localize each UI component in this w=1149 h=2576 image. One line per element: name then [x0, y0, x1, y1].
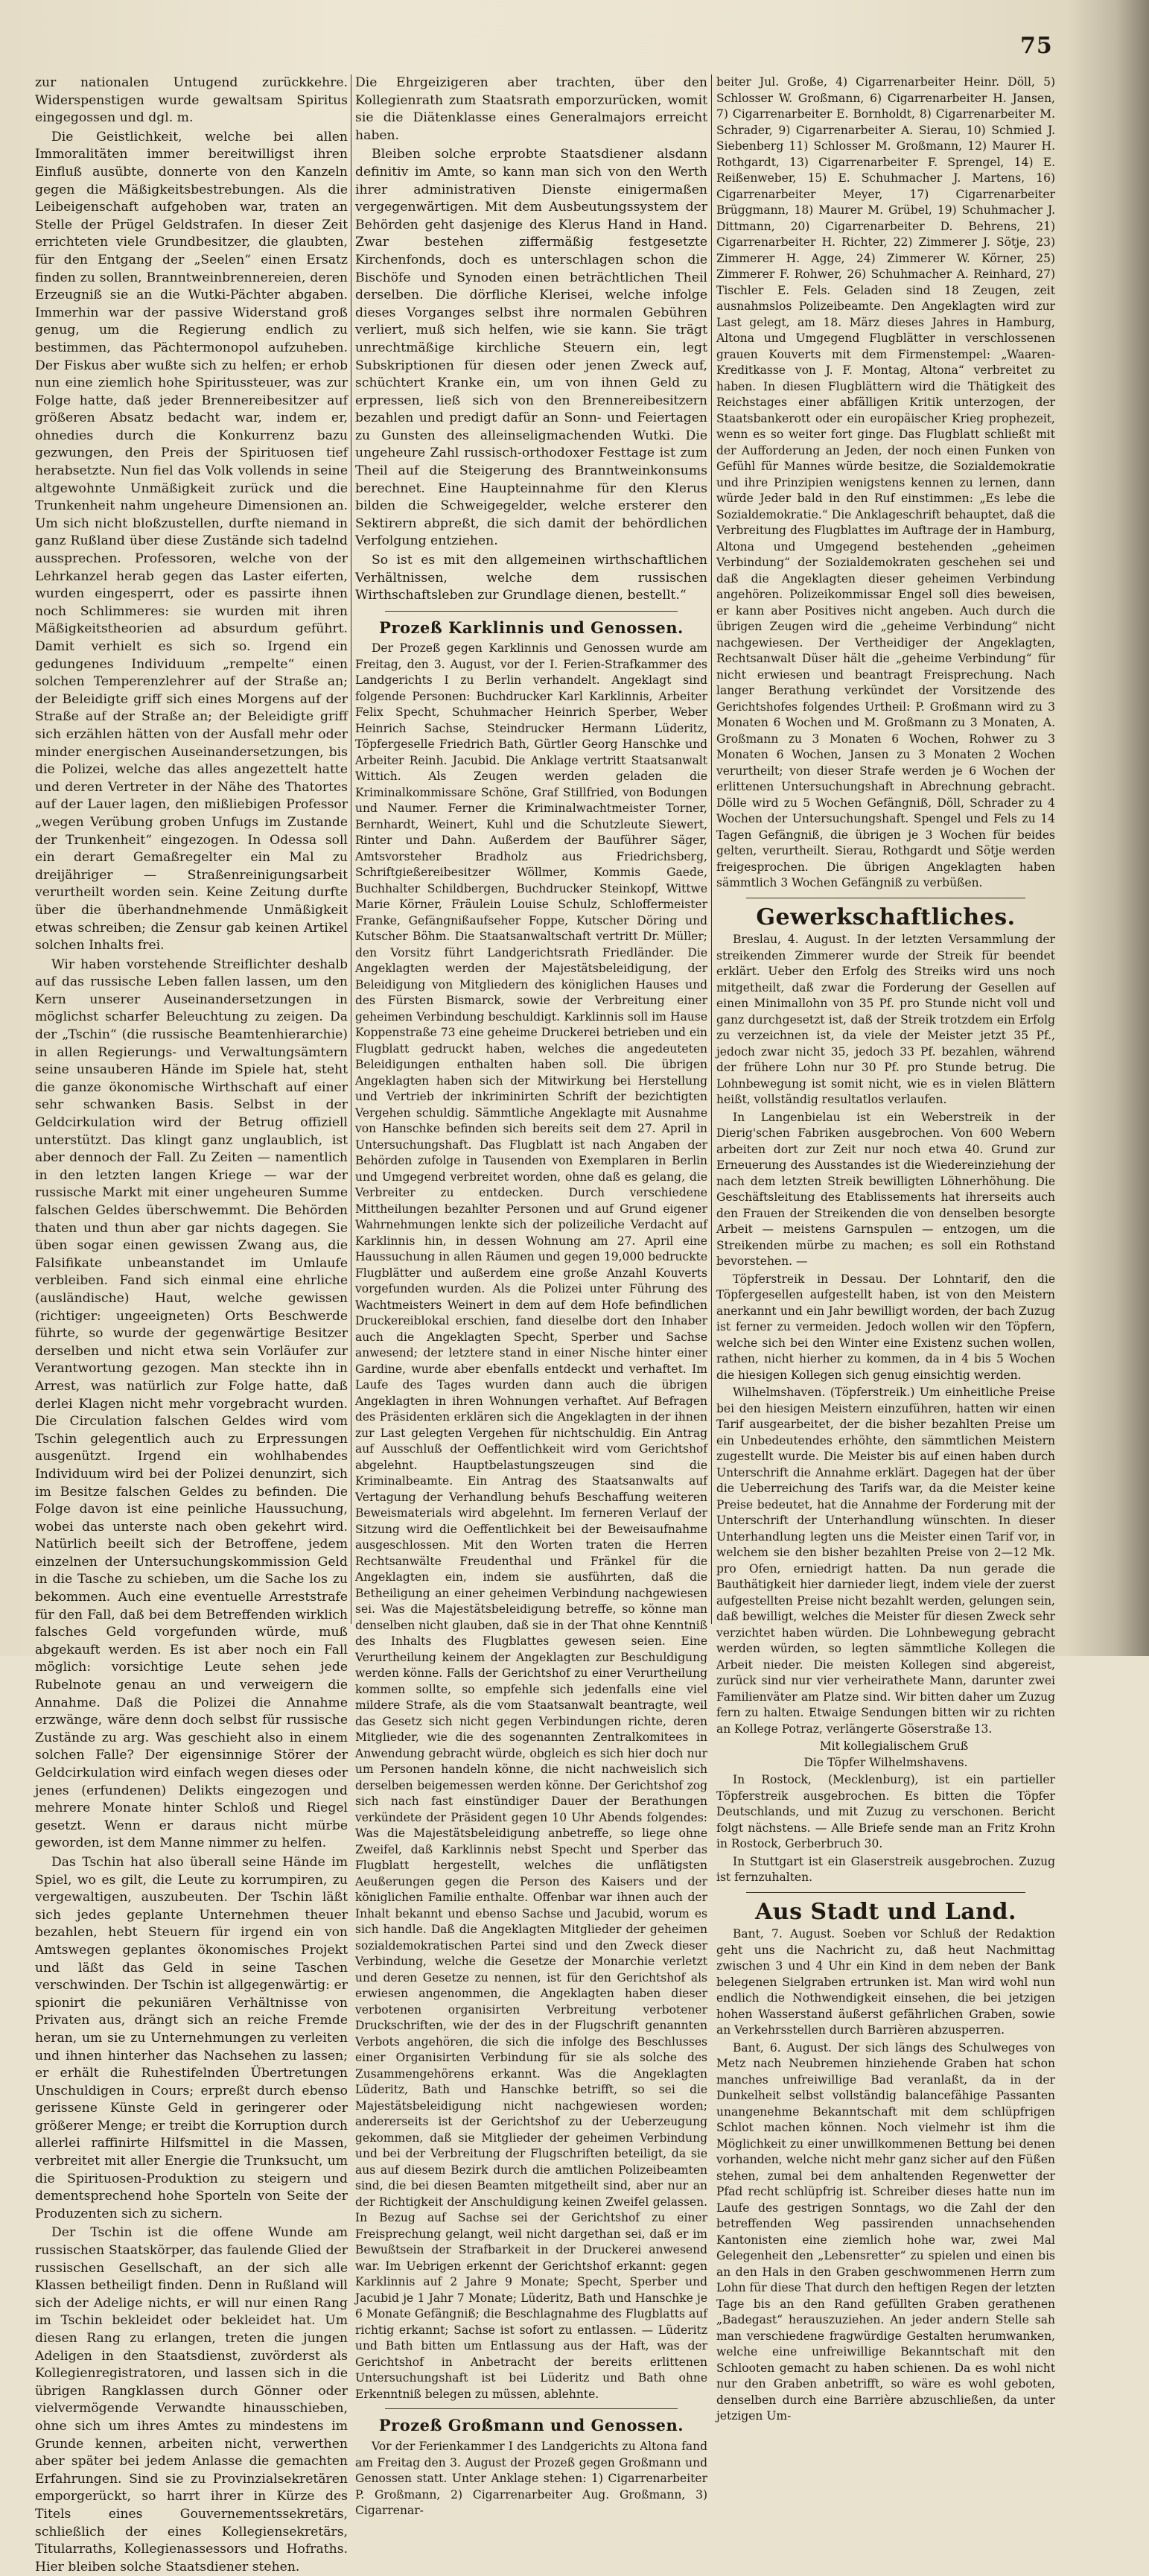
section-divider — [385, 2408, 678, 2409]
signature: Mit kollegialischem Gruß Die Töpfer Wilhelmshavens. — [803, 1739, 969, 1769]
section-title: Prozeß Großmann und Genossen. — [378, 2416, 684, 2435]
paragraph: Wir haben vorstehende Streiflichter deshalb auf das russische Leben fallen lassen, um den Kern unserer Auseinandersetzungen in möglichst scharfer Beleuchtung zu zeigen. Da der „Tschin“ (die russische Beamtenhierarchie) in allen Regierungs- und Verwaltungsämtern seine unsauberen Hände im Spiele hat, steht die ganze ökonomische Wirthschaft auf einer sehr schwanken Basis. Selbst in der Geldcirkulation wird der Betrug offiziell unterstützt. Das klingt ganz unglaublich, ist aber dennoch der Fall. Zu Zeiten — namentlich in den letzten langen Kriege — war der russische Markt mit einer ungeheuren Summe falschen Geldes überschwemmt. Die Behörden thaten und thun aber gar nichts dagegen. Sie üben sogar einen gewissen Zwang aus, die Falsifikate unbeanstandet im Umlaufe verbleiben. Fand sich einmal eine ehrliche (ausländische) Haut, welche gewissen (richtiger: ungeeigneten) Orts Beschwerde führte, so wurde der gegenwärtige Besitzer derselben und nicht etwa sein Vorläufer zur Verantwortung gezogen. Man steckte ihn in Arrest, was natürlich zur Folge hatte, daß derlei Klagen nicht mehr vorgebracht wurden. Die Circulation falschen Geldes wird vom Tschin gelegentlich auch zu Erpressungen ausgenützt. Irgend ein wohlhabendes Individuum wird bei der Polizei denunzirt, sich im Besitze falschen Geldes zu befinden. Die Folge davon ist eine peinliche Haussuchung, wobei das unterste nach oben gekehrt wird. Natürlich beeilt sich der Betroffene, jedem einzelnen der Untersuchungskommission Geld in die Tasche zu schieben, um die Sache los zu bekommen. Auch eine eventuelle Arreststrafe für den Fall, daß bei dem Betreffenden wirklich falsches Geld vorgefunden würde, muß abgekauft werden. Es ist aber noch ein Fall möglich: vorsichtige Leute sehen jede Rubelnote genau an und verweigern die Annahme. Daß die Polizei die Annahme erzwänge, wäre denn doch selbst für russische Zustände zu arg. Was geschieht also in einem solchen Falle? Der eigensinnige Störer der Geldcirkulation wird einfach wegen dieses oder jenes (erfundenen) Delikts eingezogen und mehrere Monate hinter Schloß und Riegel gesetzt. Wenn er daraus nicht mürbe geworden, ist dem Manne nimmer zu helfen. — [35, 957, 348, 1851]
paragraph: beiter Jul. Große, 4) Cigarrenarbeiter Heinr. Döll, 5) Schlosser W. Großmann, 6) Cigarrenarbeiter H. Jansen, 7) Cigarrenarbeiter E. Bornholdt, 8) Cigarrenarbeiter M. Schrader, 9) Cigarrenarbeiter A. Sierau, 10) Schmied J. Siebenberg 11) Schlosser M. Großmann, 12) Maurer H. Rothgardt, 13) Cigarrenarbeiter F. Sprengel, 14) E. Reißenweber, 15) E. Schuhmacher J. Martens, 16) Cigarrenarbeiter Meyer, 17) Cigarrenarbeiter Brüggmann, 18) Maurer M. Grübel, 19) Schuhmacher J. Dittmann, 20) Cigarrenarbeiter D. Behrens, 21) Cigarrenarbeiter H. Richter, 22) Zimmerer J. Sötje, 23) Zimmerer H. Agge, 24) Zimmerer W. Körner, 25) Zimmerer F. Rohwer, 26) Schuhmacher A. Reinhard, 27) Tischler E. Fels. Geladen sind 18 Zeugen, zeit ausnahmslos Polizeibeamte. Den Angeklagten wird zur Last gelegt, am 18. März dieses Jahres in Hamburg, Altona und Umgegend Flugblätter in verschlossenen grauen Kouverts mit dem Firmenstempel: „Waaren-Kreditkasse von J. F. Montag, Altona“ verbreitet zu haben. In diesen Flugblättern wird die Thätigkeit des Reichstages einer abfälligen Kritik unterzogen, der Staatsbankerott oder ein europäischer Krieg prophezeit, wenn es so weiter fort ginge. Das Flugblatt schließt mit der Aufforderung an Jeden, der noch einen Funken von Gefühl für Mannes würde besitze, die Sozialdemokratie und ihre Prinzipien wenigstens kennen zu lernen, dann würde Jeder bald in den Ruf einstimmen: „Es lebe die Sozialdemokratie.“ Die Anklageschrift behauptet, daß die Verbreitung des Flugblattes im Auftrage der in Hamburg, Altona und Umgegend bestehenden „geheimen Verbindung“ der Sozialdemokraten geschehen sei und daß die Angeklagten dieser geheimen Verbindung angehören. Polizeikommissar Engel soll dies beweisen, er kann aber Positives nicht angeben. Auch durch die übrigen Zeugen wird die „geheime Verbindung“ nicht nachgewiesen. Der Vertheidiger der Angeklagten, Rechtsanwalt Düser hält die „geheime Verbindung“ für nicht erwiesen und beantragt Freisprechung. Nach langer Berathung verkündet der Vorsitzende des Gerichtshofes folgendes Urtheil: P. Großmann wird zu 3 Monaten 6 Wochen und M. Großmann zu 3 Monaten, A. Großmann zu 3 Monaten 6 Wochen, Rohwer zu 3 Monaten 6 Wochen, Jansen zu 3 Monaten 2 Wochen verurtheilt; von dieser Strafe werden je 6 Wochen der erlittenen Untersuchungshaft in Abrechnung gebracht. Dölle wird zu 5 Wochen Gefängniß, Döll, Schrader zu 4 Wochen der Untersuchungshaft. Spengel und Fels zu 14 Tagen Gefängniß, die übrigen je 3 Wochen für beides gelten, verurtheilt. Sierau, Rothgardt und Sötje werden freigesprochen. Die übrigen Angeklagten haben sämmtlich 3 Wochen Gefängniß zu verbüßen. — [716, 75, 1055, 889]
paragraph: Bant, 7. August. Soeben vor Schluß der Redaktion geht uns die Nachricht zu, daß heut Nachmittag zwischen 3 und 4 Uhr ein Kind in dem neben der Bank belegenen Sielgraben ertrunken ist. Man wird wohl nun endlich die Nothwendigkeit einsehen, die bei jetzigen hohen Wasserstand äußerst gefährlichen Graben, sowie an Verkehrsstellen durch Barrièren abzusperren. — [716, 1927, 1055, 2037]
section-title: Gewerkschaftliches. — [756, 904, 1016, 930]
section-divider — [746, 1892, 1025, 1893]
paragraph: Breslau, 4. August. In der letzten Versammlung der streikenden Zimmerer wurde der Streik für beendet erklärt. Ueber den Erfolg des Streiks wird uns noch mitgetheilt, daß zwar die Forderung der Gesellen auf einen Minimallohn von 35 Pf. pro Stunde nicht voll und ganz durchgesetzt ist, daß der Streik trotzdem ein Erfolg zu verzeichnen ist, da viele der Meister jetzt 35 Pf., jedoch zwar nicht 35, jedoch 33 Pf. bezahlen, während der frühere Lohn nur 30 Pf. pro Stunde betrug. Die Lohnbewegung ist somit nicht, wie es in vielen Blättern heißt, vollständig resultatlos verlaufen. — [716, 933, 1055, 1107]
paragraph: Der Tschin ist die offene Wunde am russischen Staatskörper, das faulende Glied der russischen Gesellschaft, an der sich alle Klassen betheiligt finden. Denn in Rußland will sich der Adelige nichts, er will nur einen Rang im Tschin bekleidet oder bekleidet hat. Um diesen Rang zu erlangen, treten die jungen Adeligen in den Staatsdienst, zuvörderst als Kollegienregistratoren, und lassen sich in die übrigen Rangklassen durch Gönner oder vielvermögende Verwandte hinausschieben, ohne sich um ihres Amtes zu mindestens im Grunde kennen, arbeiten nicht, verwerthen aber später bei jedem Anlasse die gemachten Erfahrungen. Sind sie zu Provinzialsekretären emporgerückt, so harrt ihrer in Kürze des Titels eines Gouvernementssekretärs, schließlich der eines Kollegiensekretärs, Titularraths, Kollegienassessors und Hofraths. Hier bleiben solche Staatsdiener stehen. — [35, 2225, 348, 2575]
paragraph: In Stuttgart ist ein Glaserstreik ausgebrochen. Zuzug ist fernzuhalten. — [716, 1854, 1055, 1885]
column-1 — [35, 74, 348, 2575]
column-rule-2 — [711, 74, 712, 1624]
paragraph: Die Ehrgeizigeren aber trachten, über den Kollegienrath zum Staatsrath emporzurücken, womit sie die Diätenklasse eines Generalmajors erreicht haben. — [355, 75, 707, 143]
paragraph: In Rostock, (Mecklenburg), ist ein partieller Töpferstreik ausgebrochen. Es bitten die Töpfer Deutschlands, und mit Zuzug zu verschonen. Bericht folgt nächstens. — Alle Briefe sende man an Fritz Krohn in Rostock, Gerberbruch 30. — [716, 1773, 1055, 1851]
column-3 — [716, 74, 1055, 2423]
paragraph: In Langenbielau ist ein Weberstreik in der Dierig'schen Fabriken ausgebrochen. Von 600 Webern arbeiten dort zur Zeit nur noch etwa 40. Grund zur Erneuerung des Ausstandes ist die Wiedereinziehung der nach dem letzten Streik bewilligten Löhnerhöhung. Die Geschäftsleitung des Etablissements hat ihrerseits auch den Frauen der Streikenden die von denselben besorgte Arbeit — meistens Garnspulen — entzogen, um die Streikenden mürbe zu machen; es soll ein Rothstand bevorstehen. — — [716, 1110, 1055, 1269]
paragraph: Bleiben solche erprobte Staatsdiener alsdann definitiv im Amte, so kann man sich von den Werth ihrer administrativen Dienste einigermaßen vergegenwärtigen. Mit dem Ausbeutungssystem der Behörden geht dasjenige des Klerus Hand in Hand. Zwar bestehen ziffermäßig festgesetzte Kirchenfonds, doch es unterschlagen schon die Bischöfe und Synoden einen beträchtlichen Theil derselben. Die dörfliche Klerisei, welche infolge dieses Vorganges selbst ihre normalen Gebühren verliert, muß sich helfen, wie sie kann. Sie trägt unrechtmäßige kirchliche Steuern ein, legt Subskriptionen für diesen oder jenen Zweck auf, schüchtert Kranke ein, um von ihnen Geld zu erpressen, ließ sich von den Brennereibesitzern bezahlen und predigt dafür an Sonn- und Feiertagen zu Gunsten des alleinseligmachenden Wutki. Die ungeheure Zahl russisch-orthodoxer Festtage ist zum Theil auf die Steigerung des Branntweinkonsums berechnet. Eine Haupteinnahme für den Klerus bilden die Schweigegelder, welche ersterer den Sektirern abpreßt, die sich damit der behördlichen Verfolgung entziehen. — [355, 147, 707, 549]
section-title: Aus Stadt und Land. — [755, 1898, 1016, 1925]
paragraph: Bant, 6. August. Der sich längs des Schulweges von Metz nach Neubremen hinziehende Graben hat schon manches unfreiwillige Bad veranlaßt, da in der Dunkelheit selbst vollständig balancefähige Passanten unangenehme Bekanntschaft mit dem schlüpfrigen Schlot machen können. Noch vielmehr ist ihm die Möglichkeit zu einer unwillkommenen Bettung bei denen vorhanden, welche nicht mehr ganz sicher auf den Füßen stehen, zumal bei dem anhaltenden Regenwetter der Pfad recht schlüpfrig ist. Schreiber dieses hatte nun im Laufe des gestrigen Sonntags, wo die Zahl der den betreffenden Weg passirenden unnachsehenden Kantonisten eine ziemlich hohe war, zwei Mal Gelegenheit den „Lebensretter“ zu spielen und einen bis an den Hals in den Graben geschwommenen Herrn zum Lohn für diese That durch den heftigen Regen der letzten Tage bis an den Rand gefüllten Graben gerathenen „Badegast“ herauszuziehen. An jeder andern Stelle sah man verschiedene fragwürdige Gestalten herumwanken, welche eine unfreiwillige Bekanntschaft mit den Schlooten gemacht zu haben schienen. Da es wohl nicht nur den Graben anbetrifft, so wäre es wohl geboten, denselben durch eine Barrière abzuschließen, da unter jetzigen Um- — [716, 2040, 1055, 2423]
paragraph: So ist es mit den allgemeinen wirthschaftlichen Verhältnissen, welche dem russischen Wirthschaftsleben zur Grundlage dienen, bestellt.“ — [355, 553, 707, 603]
column-2 — [355, 74, 707, 2517]
paragraph: Die Geistlichkeit, welche bei allen Immoralitäten immer bereitwilligst ihren Einfluß ausübte, donnerte von den Kanzeln gegen die Mäßigkeitsbestrebungen. Als die Leibeigenschaft aufgehoben war, traten an Stelle der Prügel Geldstrafen. In dieser Zeit errichteten viele Grundbesitzer, die glaubten, für den Entgang der „Seelen“ einen Ersatz finden zu sollen, Branntweinbrennereien, deren Erzeugniß sie an die Wutki-Pächter abgaben. Immerhin war der passive Widerstand groß genug, um die Regierung endlich zu bestimmen, das Pächtermonopol aufzuheben. Der Fiskus aber wußte sich zu helfen; er erhob nun eine ziemlich hohe Spiritussteuer, was zur Folge hatte, daß jeder Brennereibesitzer auf größeren Absatz bedacht war, indem er, ohnedies durch die Konkurrenz bazu gezwungen, den Preis der Spirituosen tief herabsetzte. Nun fiel das Volk vollends in seine altgewohnte Unmäßigkeit zurück und die Trunkenheit nahm ungeheure Dimensionen an. Um sich nicht bloßzustellen, durfte niemand in ganz Rußland über diese Zustände sich tadelnd aussprechen. Professoren, welche von der Lehrkanzel herab gegen das Laster eiferten, wurden eingesperrt, oder es passirte ihnen noch Schlimmeres: sie wurden mit ihren Mäßigkeitstheorien ad absurdum geführt. Damit verhielt es sich so. Irgend ein gedungenes Individuum „rempelte“ einen solchen Temperenzlehrer auf der Straße an; der Beleidigte griff sich eines Morgens auf der Straße auf der Straße an; der Beleidigte griff sich erzählen hätten von der Ausfall mehr oder minder energischen Auseinandersetzungen, bis die Polizei, welche das alles angezettelt hatte und deren Vertreter in der Nähe des Thatortes auf der Lauer lagen, den mißliebigen Professor „wegen Verübung groben Unfugs im Zustande der Trunkenheit“ eingezogen. In Odessa soll ein derart Gemaßregelter ein Mal zu dreijähriger — Straßenreinigungsarbeit verurtheilt worden sein. Keine Zeitung durfte über die überhandnehmende Unmäßigkeit etwas schreiben; die Zensur gab keinen Artikel solchen Inhalts frei. — [35, 129, 348, 954]
section-divider — [385, 611, 678, 612]
paragraph: Das Tschin hat also überall seine Hände im Spiel, wo es gilt, die Leute zu korrumpiren, zu vergewaltigen, auszubeuten. Der Tschin läßt sich jedes geplante Unternehmen theuer bezahlen, hebt Steuern für irgend ein von Amtswegen geplantes ökonomisches Projekt und läßt das Geld in seine Taschen verschwinden. Der Tschin ist allgegenwärtig: er spionirt die pekuniären Verhältnisse von Privaten aus, drängt sich an reiche Fremde heran, um sie zu Unternehmungen zu verleiten und ihnen hinterher das Nachsehen zu lassen; er erhält die Ruhestifelnden Übertretungen Unschuldigen in Cours; erpreßt durch ebenso gerissene Künste Geld in geringerer oder größerer Menge; er treibt die Korruption durch allerlei raffinirte Hilfsmittel in die Massen, verbreitet mit aller Energie die Trunksucht, um die Spirituosen-Produktion zu steigern und dementsprechend hohe Sporteln von Seite der Produzenten sich zu sichern. — [35, 1854, 348, 2221]
paragraph: Wilhelmshaven. (Töpferstreik.) Um einheitliche Preise bei den hiesigen Meistern einzuführen, hatten wir einen Tarif ausgearbeitet, der die bisher bezahlten Preise um ein Unbedeutendes erhöhte, den sämmtlichen Meistern zugestellt wurde. Die Meister bis auf einen haben durch Unterschrift die Annahme erklärt. Dagegen hat der über die Ueberreichung des Tarifs war, da die Meister keine Preise bedeutet, hat die Annahme der Forderung mit der Unterschrift der Unterhandlung wünschten. In dieser Unterhandlung legten uns die Meister einen Tarif vor, in welchem sie den bisher bezahlten Preise von 2—12 Mk. pro Ofen, erniedrigt hatten. Da nun gerade die Bauthätigkeit hier darnieder liegt, indem viele der zuerst aufgestellten Preise nicht bezahlt werden, gelungen sein, daß bewilligt, welches die Meister für diesen Zweck sehr verzichtet haben würden. Die Lohnbewegung gebracht werden würden, so legten sämmtliche Kollegen die Arbeit nieder. Die meisten Kollegen sind abgereist, zurück sind nur vier verheirathete Mann, darunter zwei Familienväter am Platze sind. Wir bitten daher um Zuzug fern zu halten. Etwaige Sendungen bitten wir zu richten an Kollege Potraz, verlängerte Göserstraße 13. — [716, 1386, 1055, 1736]
section-title: Prozeß Karklinnis und Genossen. — [379, 618, 684, 637]
paragraph: zur nationalen Untugend zurückkehre. Widerspenstigen wurde gewaltsam Spiritus eingegossen und dgl. m. — [35, 75, 348, 126]
paragraph: Töpferstreik in Dessau. Der Lohntarif, den die Töpfergesellen aufgestellt haben, ist von den Meistern anerkannt und ein Jahr bewilligt worden, der bach Zuzug ist ferner zu vermeiden. Jedoch wollen wir den Töpfern, welche sich bei den Winter eine Existenz suchen wollen, rathen, nicht hierher zu kommen, da in 4 bis 5 Wochen die hiesigen Kollegen sich genug einsichtig werden. — [716, 1272, 1055, 1382]
paragraph: Der Prozeß gegen Karklinnis und Genossen wurde am Freitag, den 3. August, vor der I. Ferien-Strafkammer des Landgerichts I zu Berlin verhandelt. Angeklagt sind folgende Personen: Buchdrucker Karl Karklinnis, Arbeiter Felix Specht, Schuhmacher Heinrich Sperber, Weber Heinrich Sachse, Steindrucker Hermann Lüderitz, Töpfergeselle Friedrich Bath, Gürtler Georg Hanschke und Arbeiter Reinh. Jacubid. Die Anklage vertritt Staatsanwalt Wittich. Als Zeugen werden geladen die Kriminalkommissare Schöne, Graf Stillfried, von Bodungen und Naumer. Ferner die Kriminalwachtmeister Torner, Bernhardt, Weinert, Kuhl und die Schutzleute Siewert, Rinter und Dahn. Außerdem der Bauführer Säger, Amtsvorsteher Bradholz aus Friedrichsberg, Schriftgießereibesitzer Wöllmer, Kommis Gaede, Buchhalter Schildbergen, Buchdrucker Steinkopf, Wittwe Marie Körner, Fräulein Louise Schulz, Schloffermeister Franke, Gefängnißaufseher Foppe, Kutscher Döring und Kutscher Böhm. Die Staatsanwaltschaft vertritt Dr. Müller; den Vorsitz führt Landgerichtsrath Friedländer. Die Angeklagten werden der Majestätsbeleidigung, der Beleidigung von Mitgliedern des königlichen Hauses und des Fürsten Bismarck, sowie der Verbreitung einer geheimen Verbindung beschuldigt. Karklinnis soll im Hause Koppenstraße 73 eine geheime Druckerei betrieben und ein Flugblatt gedruckt haben, welches die angedeuteten Beleidigungen enthalten haben soll. Die übrigen Angeklagten haben sich der Mitwirkung bei Herstellung und Vertrieb der inkriminirten Schrift der bezichtigten Vergehen schuldig. Sämmtliche Angeklagte mit Ausnahme von Hanschke befinden sich bereits seit dem 27. April in Untersuchungshaft. Das Flugblatt ist nach Angaben der Behörden zufolge in Tausenden von Exemplaren in Berlin und Umgegend verbreitet worden, ohne daß es gelang, die Verbreiter zu entdecken. Durch verschiedene Mittheilungen bezahlter Personen und auf Grund eigener Wahrnehmungen lenkte sich der polizeiliche Verdacht auf Karklinnis hin, in dessen Wohnung am 27. April eine Haussuchung in allen Räumen und gegen 19,000 bedruckte Flugblätter und außerdem eine große Anzahl Kouverts vorgefunden wurden. Als die Polizei unter Führung des Wachtmeisters Weinert in dem auf dem Hofe befindlichen Druckereiblokal erschien, fand dieselbe dort den Inhaber auch die Angeklagten Specht, Sperber und Sachse anwesend; der letztere stand in einer Nische hinter einer Gardine, wurde aber ebenfalls entdeckt und verhaftet. Im Laufe des Tages wurden dann auch die übrigen Angeklagten in ihren Wohnungen verhaftet. Auf Befragen des Präsidenten erklären sich die Angeklagten in der ihnen zur Last gelegten Vergehen für nichtschuldig. Ein Antrag auf Ausschluß der Oeffentlichkeit wird vom Gerichtshof abgelehnt. Hauptbelastungszeugen sind die Kriminalbeamte. Ein Antrag des Staatsanwalts auf Vertagung der Verhandlung behufs Beschaffung weiteren Beweismaterials wird abgelehnt. Im ferneren Verlauf der Sitzung wird die Oeffentlichkeit bei der Beweisaufnahme ausgeschlossen. Mit den Worten traten die Herren Rechtsanwälte Freudenthal und Fränkel für die Angeklagten ein, indem sie ausführten, daß die Betheiligung an einer geheimen Verbindung nachgewiesen sei. Was die Majestätsbeleidigung betreffe, so könne man denselben nicht glauben, daß sie in der That ohne Kenntniß des Inhalts des Flugblattes gewesen seien. Eine Verurtheilung keinem der Angeklagten zur Beschuldigung werden könne. Falls der Gerichtshof zu einer Verurtheilung kommen sollte, so empfehle sich jedenfalls eine viel mildere Strafe, als die vom Staatsanwalt beantragte, weil das Gesetz sich nicht gegen Verbindungen richte, deren Mitglieder, wie die des sogenannten Zentralkomitees in Anwendung gebracht würde, obgleich es sich hier doch nur um Personen handeln könne, die nicht nachweislich sich derselben beigemessen werden könne. Der Gerichtshof zog sich nach fast einstündiger Dauer der Berathungen verkündete der Präsident gegen 10 Uhr Abends folgendes: Was die Majestätsbeleidigung anbetreffe, so liege ohne Zweifel, daß Karklinnis nebst Specht und Sperber das Flugblatt hergestellt, welches die unflätigsten Aeußerungen gegen die Person des Kaisers und der königlichen Familie enthalte. Offenbar war ihnen auch der Inhalt bekannt und ebenso Sachse und Jacubid, worum es sich handle. Daß die Angeklagten Mitglieder der geheimen sozialdemokratischen Partei sind und den Zweck dieser Verbindung, welche die Gesetze der Monarchie verletzt und deren Gesetze zu nennen, ist für den Gerichtshof als erwiesen angenommen, die Angeklagten haben dieser verbotenen organisirten Verbreitung verbotener Druckschriften, wie der des in der Flugschrift genannten Verbots angehören, die sich die infolge des Beschlusses einer Organisirten Verbindung für sie als solche des Zusammengehörens erkannt. Was die Angeklagten Lüderitz, Bath und Hanschke betrifft, so sei die Majestätsbeleidigung nicht nachgewiesen worden; andererseits ist der Gerichtshof zu der Ueberzeugung gekommen, daß sie Mitglieder der geheimen Verbindung und bei der Verbreitung der Flugschriften beteiligt, da sie aus auf diesem Bezirk durch die amtlichen Polizeibeamten sind, die bei diesen Beamten mitgetheilt sind, aber nur an der Richtigkeit der Anschuldigung keinen Zweifel gelassen. In Bezug auf Sachse sei der Gerichtshof zu einer Freisprechung gelangt, weil nicht dargethan sei, daß er im Bewußtsein der Strafbarkeit in der Druckerei anwesend war. Im Uebrigen erkennt der Gerichtshof erkannt: gegen Karklinnis auf 2 Jahre 9 Monate; Specht, Sperber und Jacubid je 1 Jahr 7 Monate; Lüderitz, Bath und Hanschke je 6 Monate Gefängniß; die Beschlagnahme des Flugblatts auf richtig erkannt; Sachse ist sofort zu entlassen. — Lüderitz und Bath bitten um Entlassung aus der Haft, was der Gerichtshof in Anbetracht der bereits erlittenen Untersuchungshaft ist bei Lüderitz und Bath ohne Erkenntniß belegen zu müssen, ablehnte. — [355, 641, 707, 2401]
paragraph: Vor der Ferienkammer I des Landgerichts zu Altona fand am Freitag den 3. August der Prozeß gegen Großmann und Genossen statt. Unter Anklage stehen: 1) Cigarrenarbeiter P. Großmann, 2) Cigarrenarbeiter Aug. Großmann, 3) Cigarrenar- — [355, 2440, 707, 2517]
book-spine-shadow — [1067, 0, 1149, 1656]
page-number: 75 — [1020, 33, 1053, 59]
